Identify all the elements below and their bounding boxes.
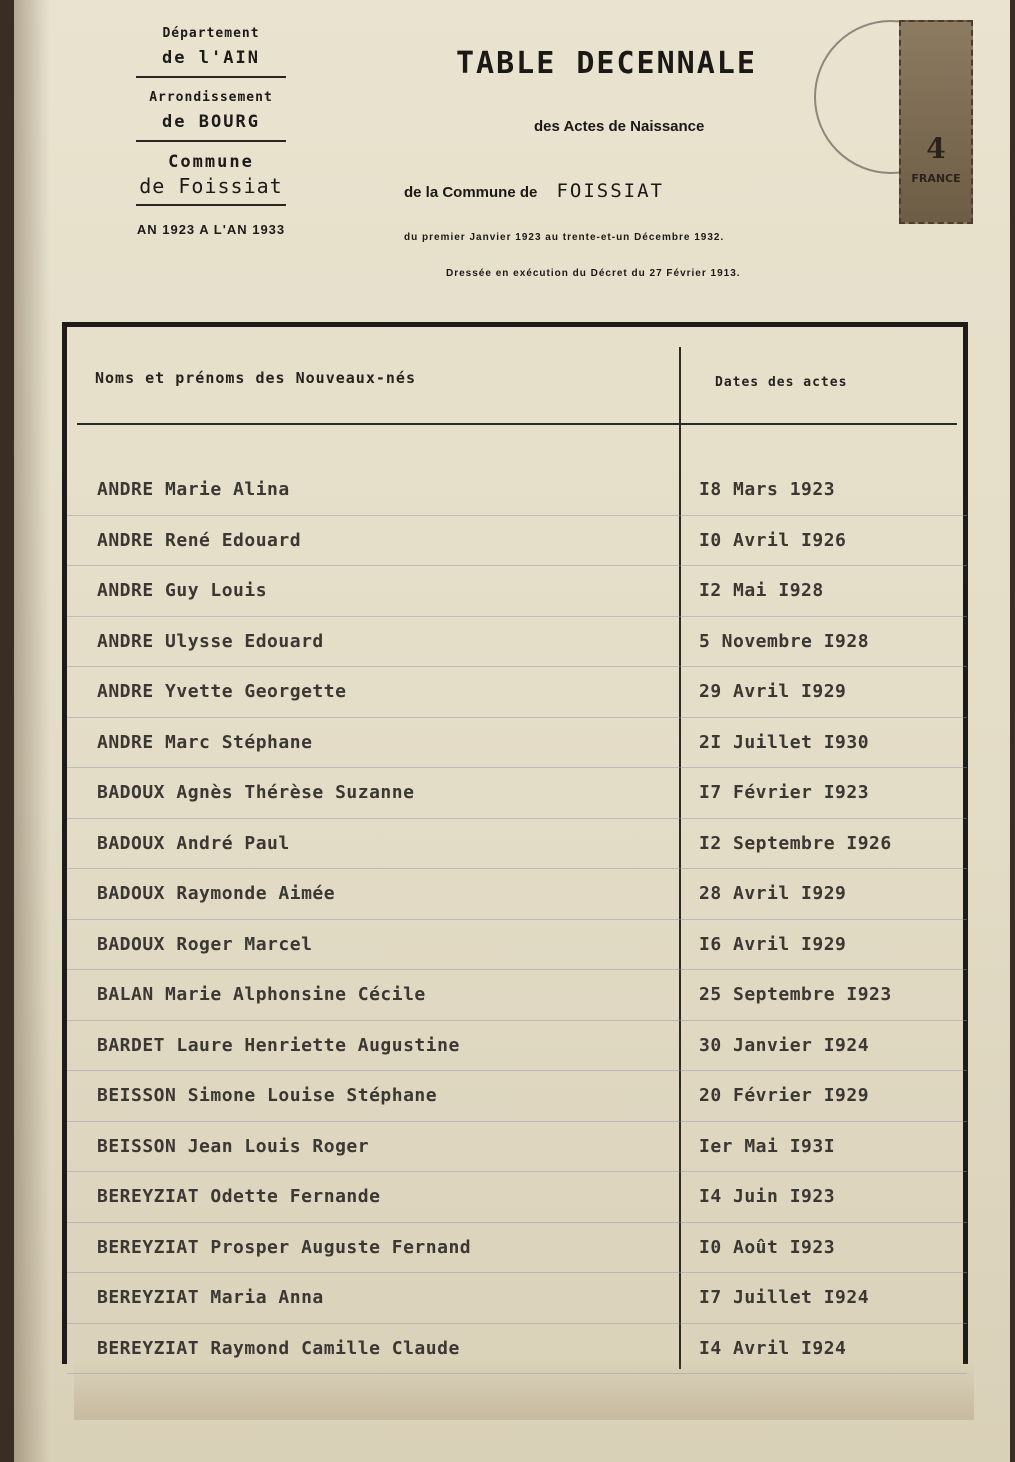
header-divider (136, 140, 286, 142)
act-date: I8 Mars 1923 (699, 479, 836, 500)
act-date: 5 Novembre I928 (699, 630, 870, 652)
act-date: I0 Août I923 (699, 1236, 836, 1258)
table-row (67, 869, 967, 920)
commune-value: de Foissiat (139, 174, 283, 198)
column-header-dates: Dates des actes (715, 375, 848, 390)
table-row (67, 465, 967, 516)
table-row (67, 1021, 967, 1072)
act-date: 29 Avril I929 (699, 681, 847, 702)
newborn-name: ANDRE René Edouard (97, 529, 302, 551)
commune-line-name: FOISSIAT (556, 180, 664, 202)
period-line: du premier Janvier 1923 au trente-et-un Décembre 1932. (404, 232, 725, 243)
act-date: I4 Juin I923 (699, 1186, 836, 1207)
act-date: 30 Janvier I924 (699, 1034, 870, 1056)
act-date: 2I Juillet I930 (699, 731, 870, 753)
departement-label: Département (162, 26, 260, 41)
page-title: TABLE DECENNALE (456, 46, 757, 81)
table-row (67, 1223, 967, 1274)
act-date: I7 Juillet I924 (699, 1287, 870, 1308)
header-divider (136, 76, 286, 78)
newborn-name: BEISSON Jean Louis Roger (97, 1135, 370, 1157)
act-date: I0 Avril I926 (699, 529, 847, 551)
table-row (67, 1172, 967, 1223)
newborn-name: BADOUX Roger Marcel (97, 933, 313, 955)
stamp-value: 4 (926, 132, 946, 165)
table-body (67, 465, 967, 1374)
newborn-name: BEREYZIAT Odette Fernande (97, 1186, 381, 1207)
act-date: I4 Avril I924 (699, 1337, 847, 1359)
period-range: AN 1923 A L'AN 1933 (136, 222, 286, 237)
table-row (67, 667, 967, 718)
fiscal-stamp (899, 20, 973, 224)
arrondissement-label: Arrondissement (149, 90, 273, 105)
stamp-country: FRANCE (911, 172, 961, 185)
commune-label: Commune (168, 152, 254, 172)
newborn-name: BEREYZIAT Maria Anna (97, 1287, 324, 1308)
newborn-name: ANDRE Marc Stéphane (97, 731, 313, 753)
decree-line: Dressée en exécution du Décret du 27 Février 1913. (446, 268, 741, 279)
table-row (67, 566, 967, 617)
commune-line-label: de la Commune de (404, 184, 538, 201)
table-row (67, 819, 967, 870)
page-binding-shadow (14, 0, 50, 1462)
act-date: 20 Février I929 (699, 1085, 870, 1106)
register-page (14, 0, 1010, 1462)
act-date: I7 Février I923 (699, 782, 870, 803)
table-row (67, 920, 967, 971)
act-date: Ier Mai I93I (699, 1135, 836, 1157)
table-row (67, 617, 967, 668)
act-date: I2 Septembre I926 (699, 832, 892, 854)
newborn-name: BEREYZIAT Prosper Auguste Fernand (97, 1236, 472, 1258)
act-date: I2 Mai I928 (699, 580, 824, 601)
newborn-name: ANDRE Marie Alina (97, 479, 290, 500)
table-row (67, 516, 967, 567)
table-row (67, 718, 967, 769)
page-subtitle: des Actes de Naissance (534, 118, 705, 135)
newborn-name: ANDRE Yvette Georgette (97, 681, 347, 702)
administrative-header (76, 22, 346, 237)
header-rule (77, 423, 957, 425)
departement-value: de l'AIN (162, 48, 260, 68)
newborn-name: BADOUX Agnès Thérèse Suzanne (97, 782, 415, 803)
torn-page-edge (74, 1360, 974, 1420)
table-row (67, 1071, 967, 1122)
act-date: I6 Avril I929 (699, 933, 847, 955)
table-row (67, 970, 967, 1021)
newborn-name: BADOUX Raymonde Aimée (97, 883, 336, 904)
newborn-name: BARDET Laure Henriette Augustine (97, 1034, 460, 1056)
newborn-name: BALAN Marie Alphonsine Cécile (97, 984, 426, 1005)
arrondissement-value: de BOURG (162, 112, 260, 132)
header-divider (136, 204, 286, 206)
newborn-name: ANDRE Ulysse Edouard (97, 630, 324, 652)
act-date: 28 Avril I929 (699, 883, 847, 904)
table-row (67, 1273, 967, 1324)
newborn-name: BEREYZIAT Raymond Camille Claude (97, 1337, 460, 1359)
commune-line (404, 180, 664, 202)
table-row (67, 768, 967, 819)
newborn-name: ANDRE Guy Louis (97, 580, 268, 601)
births-table (62, 322, 968, 1364)
newborn-name: BEISSON Simone Louise Stéphane (97, 1085, 438, 1106)
act-date: 25 Septembre I923 (699, 984, 892, 1005)
column-header-names: Noms et prénoms des Nouveaux-nés (95, 369, 416, 387)
newborn-name: BADOUX André Paul (97, 832, 290, 854)
table-row (67, 1122, 967, 1173)
